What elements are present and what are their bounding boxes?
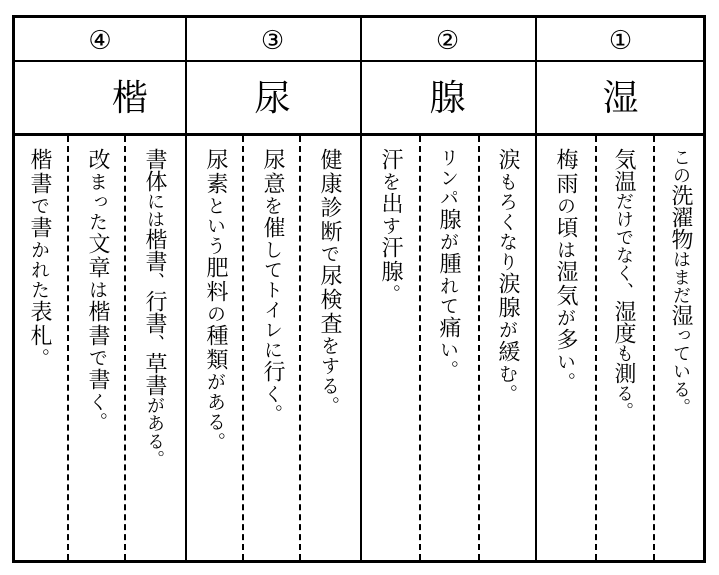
sentence-divider: [653, 136, 655, 560]
okurigana-text: 、: [144, 272, 165, 290]
kanji-text: 緩: [495, 340, 520, 364]
okurigana-text: で: [86, 348, 108, 368]
example-sentence: [428, 148, 468, 558]
okurigana-text: がある。: [144, 396, 165, 468]
okurigana-text: む。: [496, 364, 518, 404]
kanji-text: 楷書: [85, 300, 110, 348]
okurigana-text: は: [554, 240, 576, 260]
sentence-divider: [419, 136, 421, 560]
kanji-text: 頃: [553, 216, 578, 240]
kanji-text: 楷書: [27, 148, 52, 196]
kanji-text: 汗: [378, 148, 403, 172]
example-sentence: [660, 148, 700, 558]
okurigana-text: い。: [437, 340, 459, 380]
okurigana-text: をする。: [318, 336, 340, 416]
example-sentence: [77, 148, 117, 558]
okurigana-text: 、: [144, 334, 165, 352]
okurigana-text: この: [670, 148, 691, 184]
kanji-text: 楷書: [142, 228, 167, 272]
column-number-1: ①: [608, 26, 633, 56]
kanji-text: 気温: [611, 148, 636, 192]
kanji-text: 肥料: [203, 256, 228, 304]
example-sentence: [19, 148, 59, 558]
okurigana-text: かれた: [28, 240, 50, 300]
example-sentence: [252, 148, 292, 558]
column-number-3: ③: [260, 26, 285, 56]
kanji-text: 書体: [142, 148, 167, 192]
example-sentence: [370, 148, 410, 558]
kanji-text: 涙: [495, 148, 520, 172]
okurigana-text: を: [261, 196, 283, 216]
kanji-text: 尿素: [203, 148, 228, 196]
okurigana-text: もろくなり: [496, 172, 518, 272]
header-divider: [15, 60, 703, 62]
column-kanji-4: 楷: [111, 78, 148, 119]
column-kanji-1: 湿: [602, 78, 639, 119]
kanji-text: 測: [611, 362, 636, 384]
okurigana-text: の: [204, 304, 226, 324]
kanji-text: 梅雨: [553, 148, 578, 196]
example-sentence: [309, 148, 349, 558]
okurigana-text: す: [379, 216, 401, 236]
sentence-divider: [595, 136, 597, 560]
okurigana-text: には: [144, 192, 165, 228]
kanji-text: 催: [260, 216, 285, 240]
example-sentence: [603, 148, 643, 558]
kanji-text: 洗濯物: [668, 184, 693, 250]
kanji-text: 健康診断: [317, 148, 342, 244]
okurigana-text: という: [204, 196, 226, 256]
okurigana-text: が: [496, 320, 518, 340]
okurigana-text: れて: [437, 276, 459, 316]
okurigana-text: る。: [613, 384, 634, 420]
okurigana-text: 。: [28, 348, 50, 368]
kanji-text: 改: [85, 148, 110, 172]
kanji-text: 湿: [668, 304, 693, 326]
okurigana-text: も: [613, 344, 634, 362]
kanji-text: 腺: [436, 208, 461, 232]
kanji-text: 表札: [27, 300, 52, 348]
okurigana-text: を: [379, 172, 401, 192]
kanji-text: 種類: [203, 324, 228, 372]
sentence-divider: [478, 136, 480, 560]
okurigana-text: く。: [86, 392, 108, 432]
kanji-text: 尿意: [260, 148, 285, 196]
kanji-text: 書: [27, 216, 52, 240]
sentence-divider: [124, 136, 126, 560]
kanji-text: 出: [378, 192, 403, 216]
kanji-text: 尿検査: [317, 264, 342, 336]
sentence-divider: [299, 136, 301, 560]
kanji-practice-sheet: [12, 15, 706, 563]
kanji-text: 痛: [436, 316, 461, 340]
okurigana-text: っている。: [670, 326, 691, 416]
okurigana-text: 。: [379, 284, 401, 304]
okurigana-text: が: [437, 232, 459, 252]
kanji-text: 草書: [142, 352, 167, 396]
kanji-text: 腫: [436, 252, 461, 276]
example-sentence: [134, 148, 174, 558]
kanji-text: 涙腺: [495, 272, 520, 320]
kanji-text: 湿気: [553, 260, 578, 308]
column-number-4: ④: [88, 26, 112, 56]
kanji-text: 多: [553, 328, 578, 352]
column-number-2: ②: [435, 26, 460, 56]
okurigana-text: の: [554, 196, 576, 216]
okurigana-text: して: [261, 240, 283, 280]
okurigana-text: だけでなく、: [613, 192, 634, 300]
okurigana-text: い。: [554, 352, 576, 392]
example-sentence: [487, 148, 527, 558]
okurigana-text: で: [28, 196, 50, 216]
okurigana-text: まった: [86, 172, 108, 232]
sentence-divider: [67, 136, 69, 560]
kanji-text: 湿度: [611, 300, 636, 344]
okurigana-text: は: [86, 280, 108, 300]
okurigana-text: がある。: [204, 372, 226, 452]
okurigana-text: リンパ: [437, 148, 459, 208]
column-kanji-2: 腺: [429, 78, 466, 119]
kanji-text: 行: [260, 360, 285, 384]
okurigana-text: トイレ: [261, 280, 283, 340]
kanji-text: 行書: [142, 290, 167, 334]
okurigana-text: はまだ: [670, 250, 691, 304]
column-kanji-3: 尿: [254, 78, 291, 119]
okurigana-text: で: [318, 244, 340, 264]
kanji-text: 書: [85, 368, 110, 392]
sentence-divider: [242, 136, 244, 560]
okurigana-text: に: [261, 340, 283, 360]
okurigana-text: が: [554, 308, 576, 328]
example-sentence: [545, 148, 585, 558]
kanji-text: 汗腺: [378, 236, 403, 284]
okurigana-text: く。: [261, 384, 283, 424]
kanji-text: 文章: [85, 232, 110, 280]
example-sentence: [195, 148, 235, 558]
